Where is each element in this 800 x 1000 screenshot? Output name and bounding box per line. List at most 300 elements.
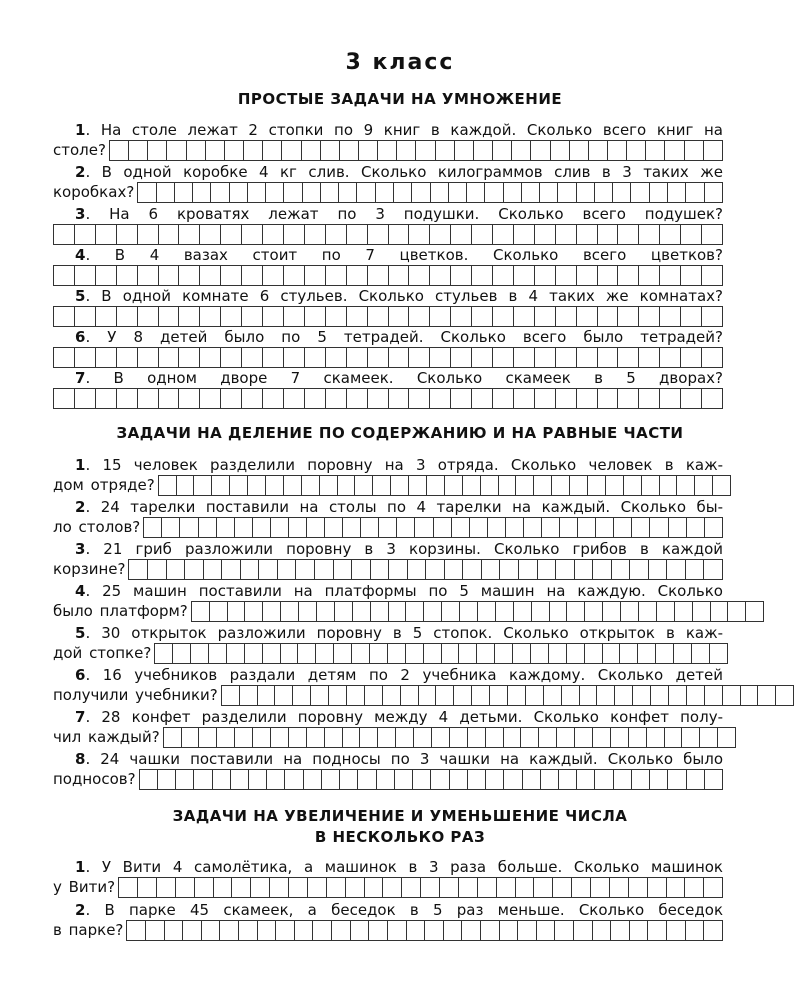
answer-cell[interactable] [346, 686, 364, 705]
answer-cell[interactable] [485, 770, 503, 789]
answer-cell[interactable] [137, 266, 158, 285]
answer-cell[interactable] [221, 560, 240, 579]
answer-cell[interactable] [314, 560, 333, 579]
answer-cell[interactable] [619, 644, 637, 663]
answer-cell[interactable] [174, 183, 192, 202]
answer-cell[interactable] [283, 389, 304, 408]
answer-cell[interactable] [667, 770, 685, 789]
answer-cell[interactable] [95, 307, 116, 326]
answer-cell[interactable] [199, 348, 220, 367]
answer-cell[interactable] [641, 476, 659, 495]
answer-cell[interactable] [592, 728, 610, 747]
answer-cell[interactable] [481, 560, 500, 579]
answer-cell[interactable] [388, 348, 409, 367]
answer-cell[interactable] [597, 225, 618, 244]
answer-cell[interactable] [703, 921, 722, 940]
answer-cell[interactable] [408, 266, 429, 285]
answer-cell[interactable] [703, 560, 722, 579]
answer-cell[interactable] [631, 770, 649, 789]
answer-cell[interactable] [499, 921, 518, 940]
answer-cell[interactable] [247, 183, 265, 202]
answer-cell[interactable] [530, 141, 549, 160]
answer-cell[interactable] [118, 878, 137, 897]
answer-cell[interactable] [505, 518, 523, 537]
answer-cell[interactable] [449, 728, 467, 747]
answer-cell[interactable] [376, 770, 394, 789]
answer-cell[interactable] [156, 183, 174, 202]
answer-cell[interactable] [701, 225, 722, 244]
answer-cell[interactable] [408, 225, 429, 244]
answer-cell[interactable] [522, 770, 540, 789]
answer-cell[interactable] [387, 921, 406, 940]
answer-cell[interactable] [378, 518, 396, 537]
answer-cell[interactable] [339, 770, 357, 789]
answer-cell[interactable] [367, 389, 388, 408]
answer-cell[interactable] [262, 307, 283, 326]
answer-cell[interactable] [240, 560, 259, 579]
answer-cell[interactable] [211, 476, 229, 495]
answer-cell[interactable] [181, 728, 199, 747]
answer-cell[interactable] [294, 921, 313, 940]
answer-cell[interactable] [164, 921, 183, 940]
answer-cell[interactable] [284, 770, 302, 789]
answer-cell[interactable] [666, 878, 685, 897]
answer-cell[interactable] [269, 878, 288, 897]
answer-cell[interactable] [372, 476, 390, 495]
answer-cell[interactable] [433, 518, 451, 537]
answer-cell[interactable] [262, 225, 283, 244]
answer-cell[interactable] [592, 921, 611, 940]
answer-cell[interactable] [175, 878, 194, 897]
answer-cell[interactable] [116, 266, 137, 285]
answer-cell[interactable] [220, 307, 241, 326]
answer-cell[interactable] [579, 686, 597, 705]
answer-cell[interactable] [328, 686, 346, 705]
answer-cells[interactable] [118, 877, 723, 898]
answer-cell[interactable] [325, 348, 346, 367]
answer-cell[interactable] [154, 644, 172, 663]
answer-cell[interactable] [408, 476, 426, 495]
answer-cell[interactable] [406, 921, 425, 940]
answer-cell[interactable] [301, 141, 320, 160]
answer-cell[interactable] [680, 266, 701, 285]
answer-cell[interactable] [569, 141, 588, 160]
answer-cell[interactable] [668, 518, 686, 537]
answer-cells[interactable] [128, 559, 723, 580]
answer-cell[interactable] [244, 644, 262, 663]
answer-cell[interactable] [186, 141, 205, 160]
answer-cell[interactable] [576, 266, 597, 285]
answer-cell[interactable] [346, 348, 367, 367]
answer-cell[interactable] [370, 602, 388, 621]
answer-cell[interactable] [686, 770, 704, 789]
answer-cell[interactable] [116, 389, 137, 408]
answer-cell[interactable] [727, 602, 745, 621]
answer-cell[interactable] [265, 476, 283, 495]
answer-cell[interactable] [628, 728, 646, 747]
answer-cell[interactable] [450, 225, 471, 244]
answer-cell[interactable] [95, 225, 116, 244]
answer-cell[interactable] [163, 728, 181, 747]
answer-cell[interactable] [709, 644, 727, 663]
answer-cell[interactable] [513, 266, 534, 285]
answer-cell[interactable] [647, 921, 666, 940]
answer-cell[interactable] [320, 141, 339, 160]
answer-cell[interactable] [507, 686, 525, 705]
answer-cell[interactable] [597, 266, 618, 285]
answer-cell[interactable] [325, 307, 346, 326]
answer-cell[interactable] [511, 141, 530, 160]
answer-cell[interactable] [304, 266, 325, 285]
answer-cell[interactable] [247, 476, 265, 495]
answer-cell[interactable] [617, 225, 638, 244]
answer-cell[interactable] [534, 348, 555, 367]
answer-cell[interactable] [405, 602, 423, 621]
answer-cell[interactable] [467, 770, 485, 789]
answer-cell[interactable] [602, 644, 620, 663]
answer-cell[interactable] [367, 266, 388, 285]
answer-cell[interactable] [525, 686, 543, 705]
answer-cell[interactable] [425, 560, 444, 579]
answer-cell[interactable] [283, 225, 304, 244]
answer-cell[interactable] [333, 644, 351, 663]
answer-cell[interactable] [595, 518, 613, 537]
answer-cell[interactable] [74, 307, 95, 326]
answer-cell[interactable] [435, 141, 454, 160]
answer-cell[interactable] [521, 183, 539, 202]
answer-cell[interactable] [450, 307, 471, 326]
answer-cell[interactable] [480, 921, 499, 940]
answer-cell[interactable] [638, 602, 656, 621]
answer-cell[interactable] [499, 560, 518, 579]
answer-cell[interactable] [306, 728, 324, 747]
answer-cell[interactable] [573, 921, 592, 940]
answer-cell[interactable] [668, 686, 686, 705]
answer-cell[interactable] [685, 183, 703, 202]
answer-cell[interactable] [288, 878, 307, 897]
answer-cell[interactable] [95, 266, 116, 285]
answer-cell[interactable] [266, 770, 284, 789]
answer-cell[interactable] [471, 307, 492, 326]
answer-cell[interactable] [694, 476, 712, 495]
answer-cell[interactable] [53, 348, 74, 367]
answer-cell[interactable] [370, 560, 389, 579]
answer-cell[interactable] [377, 141, 396, 160]
answer-cell[interactable] [551, 476, 569, 495]
answer-cell[interactable] [613, 518, 631, 537]
answer-cell[interactable] [659, 225, 680, 244]
answer-cell[interactable] [441, 644, 459, 663]
answer-cell[interactable] [538, 728, 556, 747]
answer-cell[interactable] [664, 141, 683, 160]
answer-cell[interactable] [450, 389, 471, 408]
answer-cells[interactable] [53, 265, 723, 286]
answer-cell[interactable] [462, 476, 480, 495]
answer-cell[interactable] [659, 476, 677, 495]
answer-cell[interactable] [315, 644, 333, 663]
answer-cell[interactable] [158, 476, 176, 495]
answer-cell[interactable] [288, 728, 306, 747]
answer-cell[interactable] [540, 770, 558, 789]
answer-cell[interactable] [394, 770, 412, 789]
answer-cell[interactable] [518, 560, 537, 579]
answer-cell[interactable] [116, 225, 137, 244]
answer-cell[interactable] [550, 141, 569, 160]
answer-cell[interactable] [492, 348, 513, 367]
answer-cell[interactable] [632, 686, 650, 705]
answer-cells[interactable] [163, 727, 737, 748]
answer-cell[interactable] [190, 644, 208, 663]
answer-cell[interactable] [680, 225, 701, 244]
answer-cell[interactable] [367, 307, 388, 326]
answer-cell[interactable] [312, 921, 331, 940]
answer-cell[interactable] [319, 476, 337, 495]
answer-cells[interactable] [109, 140, 723, 161]
answer-cell[interactable] [569, 476, 587, 495]
answer-cell[interactable] [685, 560, 704, 579]
answer-cell[interactable] [659, 348, 680, 367]
answer-cell[interactable] [477, 602, 495, 621]
answer-cell[interactable] [576, 225, 597, 244]
answer-cell[interactable] [156, 878, 175, 897]
answer-cell[interactable] [74, 348, 95, 367]
answer-cell[interactable] [680, 348, 701, 367]
answer-cell[interactable] [492, 307, 513, 326]
answer-cell[interactable] [339, 141, 358, 160]
answer-cell[interactable] [209, 602, 227, 621]
answer-cells[interactable] [154, 643, 728, 664]
answer-cell[interactable] [304, 389, 325, 408]
answer-cell[interactable] [453, 686, 471, 705]
answer-cell[interactable] [326, 878, 345, 897]
answer-cell[interactable] [426, 476, 444, 495]
answer-cell[interactable] [539, 183, 557, 202]
answer-cell[interactable] [74, 225, 95, 244]
answer-cell[interactable] [513, 307, 534, 326]
answer-cell[interactable] [219, 921, 238, 940]
answer-cell[interactable] [485, 728, 503, 747]
answer-cell[interactable] [74, 266, 95, 285]
answer-cell[interactable] [412, 770, 430, 789]
answer-cell[interactable] [388, 560, 407, 579]
answer-cell[interactable] [587, 476, 605, 495]
answer-cell[interactable] [577, 518, 595, 537]
answer-cell[interactable] [179, 518, 197, 537]
answer-cell[interactable] [584, 644, 602, 663]
answer-cell[interactable] [194, 878, 213, 897]
answer-cell[interactable] [649, 770, 667, 789]
answer-cell[interactable] [466, 183, 484, 202]
answer-cell[interactable] [423, 602, 441, 621]
answer-cell[interactable] [241, 307, 262, 326]
answer-cell[interactable] [637, 644, 655, 663]
answer-cell[interactable] [614, 686, 632, 705]
answer-cell[interactable] [231, 878, 250, 897]
answer-cell[interactable] [676, 476, 694, 495]
answer-cell[interactable] [229, 183, 247, 202]
answer-cell[interactable] [673, 644, 691, 663]
answer-cell[interactable] [552, 878, 571, 897]
answer-cell[interactable] [680, 307, 701, 326]
answer-cell[interactable] [158, 389, 179, 408]
answer-cell[interactable] [484, 183, 502, 202]
answer-cell[interactable] [126, 921, 145, 940]
answer-cell[interactable] [607, 141, 626, 160]
answer-cell[interactable] [382, 878, 401, 897]
answer-cell[interactable] [193, 476, 211, 495]
answer-cell[interactable] [346, 389, 367, 408]
answer-cell[interactable] [584, 602, 602, 621]
answer-cell[interactable] [241, 348, 262, 367]
answer-cell[interactable] [388, 307, 409, 326]
answer-cell[interactable] [388, 266, 409, 285]
answer-cell[interactable] [333, 560, 352, 579]
answer-cell[interactable] [513, 602, 531, 621]
answer-cell[interactable] [685, 921, 704, 940]
answer-cell[interactable] [220, 225, 241, 244]
answer-cell[interactable] [178, 225, 199, 244]
answer-cell[interactable] [628, 878, 647, 897]
answer-cell[interactable] [258, 560, 277, 579]
answer-cell[interactable] [503, 728, 521, 747]
answer-cell[interactable] [429, 307, 450, 326]
answer-cell[interactable] [205, 141, 224, 160]
answer-cell[interactable] [161, 518, 179, 537]
answer-cell[interactable] [324, 518, 342, 537]
answer-cell[interactable] [471, 348, 492, 367]
answer-cell[interactable] [74, 389, 95, 408]
answer-cell[interactable] [503, 770, 521, 789]
answer-cell[interactable] [630, 183, 648, 202]
answer-cell[interactable] [158, 307, 179, 326]
answer-cell[interactable] [534, 389, 555, 408]
answer-cell[interactable] [617, 266, 638, 285]
answer-cell[interactable] [346, 266, 367, 285]
answer-cell[interactable] [166, 560, 185, 579]
answer-cell[interactable] [492, 266, 513, 285]
answer-cell[interactable] [597, 348, 618, 367]
answer-cell[interactable] [594, 183, 612, 202]
answer-cell[interactable] [429, 225, 450, 244]
answer-cell[interactable] [53, 389, 74, 408]
answer-cell[interactable] [597, 307, 618, 326]
answer-cell[interactable] [775, 686, 793, 705]
answer-cell[interactable] [745, 602, 763, 621]
answer-cell[interactable] [338, 183, 356, 202]
answer-cell[interactable] [680, 389, 701, 408]
answer-cell[interactable] [292, 686, 310, 705]
answer-cell[interactable] [496, 878, 515, 897]
answer-cell[interactable] [704, 518, 722, 537]
answer-cells[interactable] [137, 182, 723, 203]
answer-cell[interactable] [638, 225, 659, 244]
answer-cell[interactable] [53, 266, 74, 285]
answer-cell[interactable] [710, 602, 728, 621]
answer-cell[interactable] [543, 686, 561, 705]
answer-cell[interactable] [95, 389, 116, 408]
answer-cell[interactable] [262, 389, 283, 408]
answer-cell[interactable] [230, 770, 248, 789]
answer-cell[interactable] [494, 644, 512, 663]
answer-cell[interactable] [420, 878, 439, 897]
answer-cell[interactable] [221, 686, 239, 705]
answer-cell[interactable] [533, 878, 552, 897]
answer-cell[interactable] [400, 686, 418, 705]
answer-cell[interactable] [566, 602, 584, 621]
answer-cell[interactable] [686, 518, 704, 537]
answer-cell[interactable] [199, 389, 220, 408]
answer-cell[interactable] [556, 728, 574, 747]
answer-cell[interactable] [145, 921, 164, 940]
answer-cell[interactable] [462, 560, 481, 579]
answer-cell[interactable] [503, 183, 521, 202]
answer-cell[interactable] [280, 644, 298, 663]
answer-cell[interactable] [401, 878, 420, 897]
answer-cell[interactable] [324, 728, 342, 747]
answer-cell[interactable] [647, 878, 666, 897]
answer-cell[interactable] [220, 348, 241, 367]
answer-cell[interactable] [356, 183, 374, 202]
answer-cell[interactable] [612, 183, 630, 202]
answer-cell[interactable] [691, 644, 709, 663]
answer-cell[interactable] [520, 728, 538, 747]
answer-cell[interactable] [320, 183, 338, 202]
answer-cell[interactable] [178, 348, 199, 367]
answer-cell[interactable] [703, 878, 722, 897]
answer-cell[interactable] [649, 183, 667, 202]
answer-cell[interactable] [513, 225, 534, 244]
answer-cell[interactable] [512, 644, 530, 663]
answer-cell[interactable] [257, 686, 275, 705]
answer-cells[interactable] [158, 475, 732, 496]
answer-cell[interactable] [722, 686, 740, 705]
answer-cell[interactable] [461, 921, 480, 940]
answer-cell[interactable] [451, 518, 469, 537]
answer-cell[interactable] [704, 686, 722, 705]
answer-cell[interactable] [555, 560, 574, 579]
answer-cell[interactable] [498, 476, 516, 495]
answer-cell[interactable] [364, 686, 382, 705]
answer-cell[interactable] [377, 728, 395, 747]
answer-cell[interactable] [448, 183, 466, 202]
answer-cell[interactable] [659, 266, 680, 285]
answer-cell[interactable] [405, 644, 423, 663]
answer-cell[interactable] [513, 348, 534, 367]
answer-cell[interactable] [369, 644, 387, 663]
answer-cell[interactable] [175, 770, 193, 789]
answer-cell[interactable] [316, 602, 334, 621]
answer-cell[interactable] [684, 141, 703, 160]
answer-cell[interactable] [408, 307, 429, 326]
answer-cell[interactable] [241, 225, 262, 244]
answer-cell[interactable] [53, 225, 74, 244]
answer-cell[interactable] [629, 921, 648, 940]
answer-cell[interactable] [576, 307, 597, 326]
answer-cell[interactable] [321, 770, 339, 789]
answer-cell[interactable] [262, 141, 281, 160]
answer-cell[interactable] [128, 141, 147, 160]
answer-cell[interactable] [128, 560, 147, 579]
answer-cell[interactable] [645, 141, 664, 160]
answer-cell[interactable] [310, 686, 328, 705]
answer-cell[interactable] [216, 728, 234, 747]
answer-cell[interactable] [275, 921, 294, 940]
answer-cell[interactable] [458, 878, 477, 897]
answer-cell[interactable] [703, 141, 722, 160]
answer-cell[interactable] [666, 921, 685, 940]
answer-cell[interactable] [262, 644, 280, 663]
answer-cell[interactable] [555, 266, 576, 285]
